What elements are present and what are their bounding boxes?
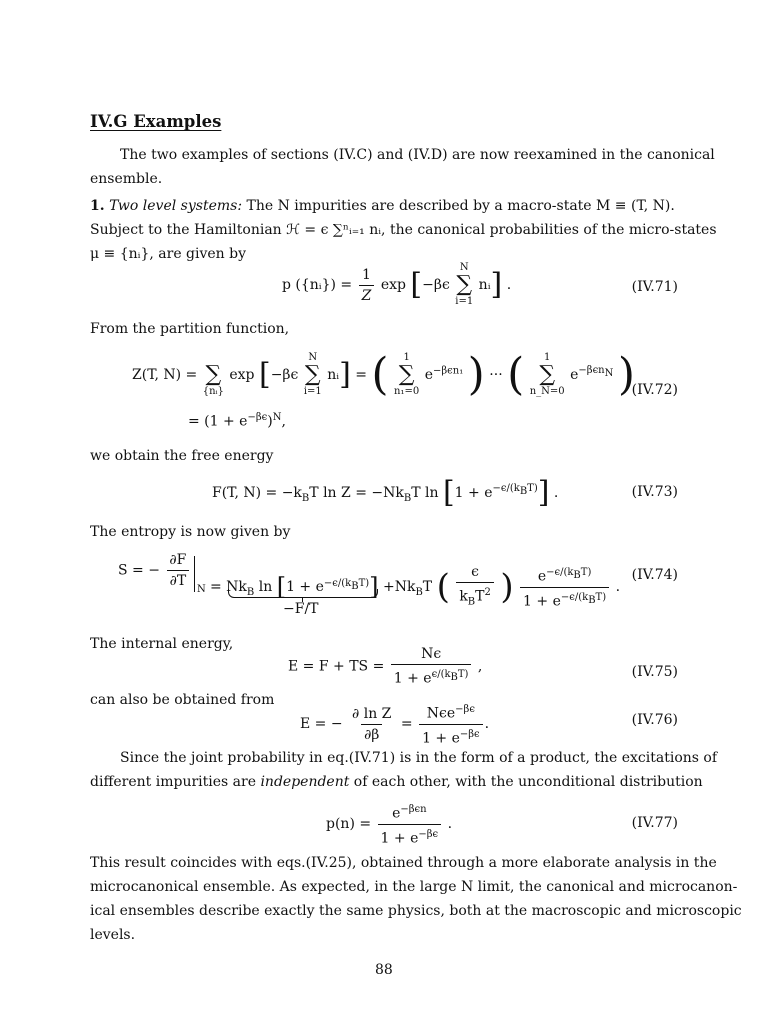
partition-text: From the partition function,: [90, 321, 290, 337]
internal-energy-text: The internal energy,: [90, 636, 234, 652]
eq74-underbrace: [228, 589, 378, 598]
equation-number-iv-71: (IV.71): [631, 279, 678, 295]
equation-number-iv-72: (IV.72): [631, 382, 678, 398]
eq72-lhs: Z(T, N) =: [132, 367, 198, 383]
equation-iv-73: F(T, $N) = -k_BT$ $\ln Z = -Nk_BT$ $\ln [1 + e^{-\epsilon/(k_BT)}]$ .: [212, 475, 559, 510]
free-energy-text: we obtain the free energy: [90, 448, 274, 464]
also-obtained-text: can also be obtained from: [90, 692, 275, 708]
equation-number-iv-77: (IV.77): [631, 815, 678, 831]
result-line-4: levels.: [90, 927, 136, 943]
equation-iv-74: S = − $\frac{\partial F}{\partial T}$: [118, 552, 191, 589]
example-1-line-1: [90, 196, 678, 216]
eq71-lhs: p ({nᵢ}) =: [282, 277, 353, 293]
equation-iv-77: p(n) = $\frac{e^{-\beta\epsilon n}}{1 + e^{-\beta\epsilon}}$ .: [326, 804, 453, 847]
result-line-3: ical ensembles describe exactly the same physics, both at the macroscopic and microscopic: [90, 903, 742, 919]
eq77-fraction: $\frac{e^{-\beta\epsilon n}}{1 + e^{-\beta\epsilon}}$: [378, 802, 442, 846]
equation-number-iv-73: (IV.73): [631, 484, 678, 500]
example-line-1-rest: The N impurities are described by a macro-state M ≡ (T, N).: [246, 198, 675, 214]
eq72-sum-ni: ∑ {nᵢ}: [202, 362, 224, 397]
equation-number-iv-75: (IV.75): [631, 664, 678, 680]
equation-iv-75: E = F + TS = $\frac{N\epsilon}{1 + e^{\epsilon/(k_BT)}}$ ,: [288, 646, 483, 687]
entropy-text: The entropy is now given by: [90, 524, 291, 540]
eq71-exp: exp: [380, 277, 406, 293]
result-line-2: microcanonical ensemble. As expected, in the large N limit, the canonical and microcanon-: [90, 879, 738, 895]
example-title: Two level systems:: [109, 198, 243, 214]
eq71-fraction: $\frac{1}{Z}$: [359, 267, 375, 304]
eq74-underbrace-label: −F/T: [283, 601, 319, 617]
eq74-evaluation-bar: [194, 556, 195, 592]
equation-iv-76: E = − $\frac{\text{∂ ln Z}}{\partial\beta}$ = $\frac{N\epsilon e^{-\beta\epsilon}}{1 + e^{-\beta\epsilon}}$ .: [300, 704, 490, 747]
result-line-1: This result coincides with eqs.(IV.25), obtained through a more elaborate analysis in the: [90, 855, 717, 871]
intro-line-1: The two examples of sections (IV.C) and (IV.D) are now reexamined in the canonical: [120, 147, 715, 163]
eq74-right-fraction: $\frac{e^{-\epsilon/(k_BT)}}{1 + e^{-\epsilon/(k_BT)}}$: [520, 565, 609, 609]
eq76-fraction: $\frac{N\epsilon e^{-\beta\epsilon}}{1 + e^{-\beta\epsilon}}$: [419, 702, 483, 746]
eq72-sum-n1: 1 ∑ n₁=0: [394, 352, 420, 397]
equation-iv-72-line-2: = $(1 + e^{-\beta\epsilon})^N$,: [188, 412, 286, 430]
eq74-partial-fraction: $\frac{\partial F}{\partial T}$: [166, 552, 189, 589]
page-number: 88: [375, 962, 393, 978]
example-1-line-2: Subject to the Hamiltonian ℋ = ϵ ∑ⁿᵢ₌₁ nᵢ, the canonical probabilities of the micro-states: [90, 222, 717, 238]
equation-number-iv-76: (IV.76): [631, 712, 678, 728]
equation-iv-74-rhs: = $Nk_B$ $\ln [1 + e^{-\epsilon/(k_BT)}] +Nk_BT$ ( $\frac{\epsilon}{k_BT^2}$ ) $\frac{e^{-\epsilon/(k_BT)}}{1 + e^{-\epsilon/(k_BT)}}$ .: [210, 564, 621, 610]
eq74-bar-subscript: N: [197, 584, 206, 595]
equation-number-iv-74: (IV.74): [631, 567, 678, 583]
eq76-partial-fraction: $\frac{\text{∂ ln Z}}{\partial\beta}$: [352, 705, 392, 743]
independent-emphasis: independent: [260, 774, 350, 790]
section-heading: IV.G Examples: [90, 112, 222, 131]
equation-iv-71: p ({nᵢ}) = $\frac{1}{Z}$ exp [−βϵ N ∑ i=1 nᵢ] .: [282, 262, 512, 307]
equation-iv-72: Z(T, N) = ∑ {nᵢ} exp [−βϵ N ∑ i=1 nᵢ] = ( 1 ∑ n₁=0 $e^{-\beta\epsilon n_1}$ ) ··· ( 1 ∑ n_N=0 $e^{-\beta\epsilon n_N}$ ): [132, 349, 635, 400]
intro-line-2: ensemble.: [90, 171, 163, 187]
joint-probability-line-1: Since the joint probability in eq.(IV.71) is in the form of a product, the excitations of: [120, 750, 718, 766]
example-1-line-3: μ ≡ {nᵢ}, are given by: [90, 246, 247, 262]
joint-probability-line-2: different impurities are independent of each other, with the unconditional distribution: [90, 774, 703, 790]
example-number: 1.: [90, 198, 105, 214]
eq75-fraction: $\frac{N\epsilon}{1 + e^{\epsilon/(k_BT)}}$: [391, 646, 472, 687]
eq72-sum-nN: 1 ∑ n_N=0: [529, 352, 565, 397]
eq71-sum: N ∑ i=1: [455, 262, 474, 307]
